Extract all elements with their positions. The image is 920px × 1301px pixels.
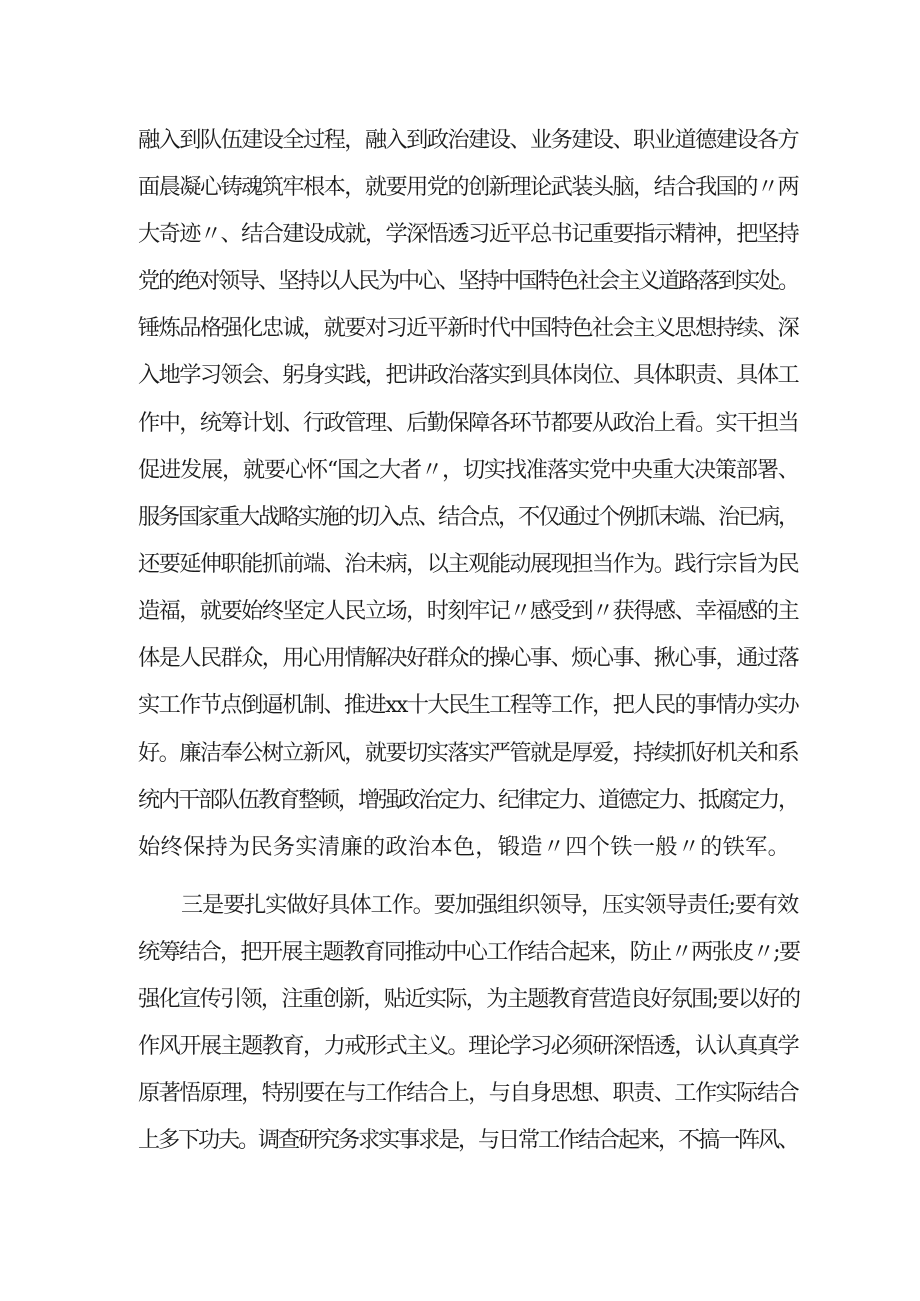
text-line: 融入到队伍建设全过程，融入到政治建设、业务建设、职业道德建设各方 — [138, 127, 798, 153]
text-line: 还要延伸职能抓前端、治未病，以主观能动展现担当作为。践行宗旨为民 — [138, 551, 798, 577]
text-line: 体是人民群众，用心用情解决好群众的操心事、烦心事、揪心事，通过落 — [138, 645, 798, 671]
paragraph-end-line: 始终保持为民务实清廉的政治本色，锻造〃四个铁一般〃的铁军。 — [138, 834, 791, 860]
text-line: 统内干部队伍教育整顿，增强政治定力、纪律定力、道德定力、抵腐定力， — [138, 787, 798, 813]
text-line: 上多下功夫。调查研究务求实事求是，与日常工作结合起来，不搞一阵风、 — [138, 1127, 798, 1153]
text-line: 入地学习领会、躬身实践，把讲政治落实到具体岗位、具体职责、具体工 — [138, 362, 798, 388]
text-line: 锤炼品格强化忠诚，就要对习近平新时代中国特色社会主义思想持续、深 — [138, 315, 798, 341]
text-line: 服务国家重大战略实施的切入点、结合点，不仅通过个例抓末端、治已病， — [138, 504, 798, 530]
paragraph-start-line: 三是要扎实做好具体工作。要加强组织领导，压实领导责任;要有效 — [181, 892, 798, 918]
text-line: 强化宣传引领，注重创新，贴近实际，为主题教育营造良好氛围;要以好的 — [138, 986, 800, 1012]
text-line: 好。廉洁奉公树立新风，就要切实落实严管就是厚爱，持续抓好机关和系 — [138, 740, 798, 766]
text-line: 大奇迹〃、结合建设成就，学深悟透习近平总书记重要指示精神，把坚持 — [138, 221, 798, 247]
text-line: 造福，就要始终坚定人民立场，时刻牢记〃感受到〃获得感、幸福感的主 — [138, 598, 798, 624]
text-line: 促进发展，就要心怀“国之大者〃，切实找准落实党中央重大决策部署、 — [138, 457, 799, 483]
text-line: 作中，统筹计划、行政管理、后勤保障各环节都要从政治上看。实干担当 — [138, 410, 798, 436]
text-line: 统筹结合，把开展主题教育同推动中心工作结合起来，防止〃两张皮〃;要 — [138, 939, 800, 965]
text-line: 党的绝对领导、坚持以人民为中心、坚持中国特色社会主义道路落到实处。 — [138, 268, 798, 294]
text-line: 作风开展主题教育，力戒形式主义。理论学习必须研深悟透，认认真真学 — [138, 1033, 798, 1059]
text-line: 面晨凝心铸魂筑牢根本，就要用党的创新理论武装头脑，结合我国的〃两 — [138, 174, 798, 200]
text-line: 原著悟原理，特别要在与工作结合上，与自身思想、职责、工作实际结合 — [138, 1080, 798, 1106]
text-line: 实工作节点倒逼机制、推进xx十大民生工程等工作，把人民的事情办实办 — [138, 692, 798, 718]
